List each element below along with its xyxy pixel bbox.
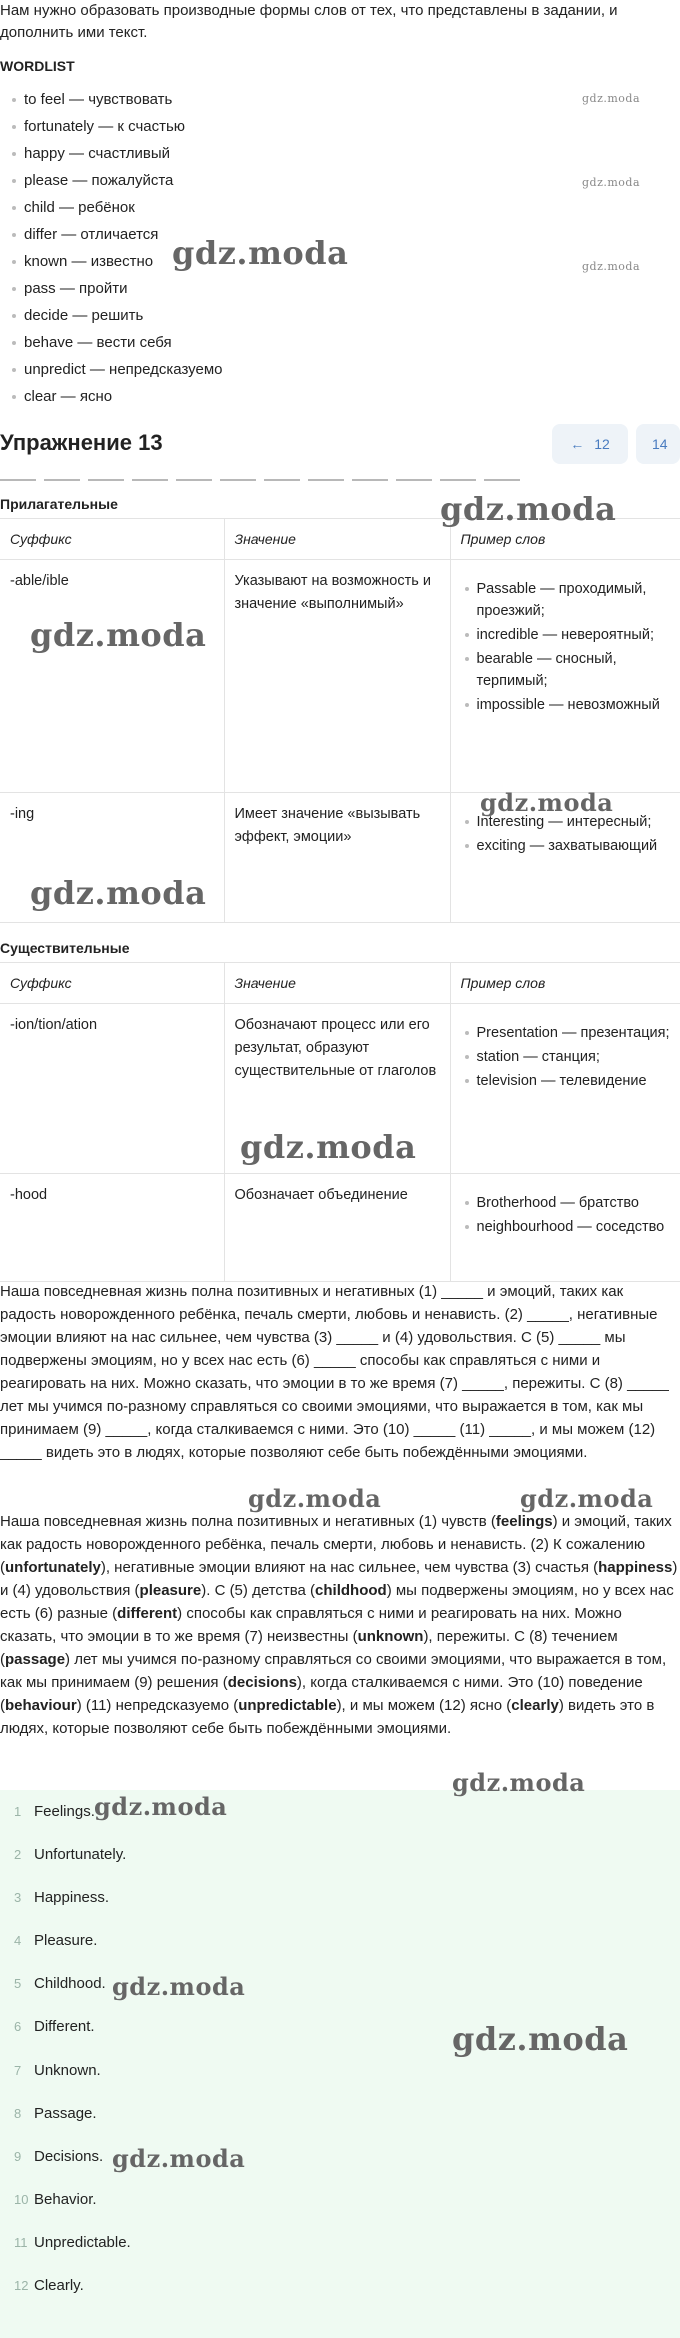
answer-item: 12 Clearly.: [14, 2277, 84, 2295]
bullet-icon: [12, 314, 16, 318]
wordlist-title: WORDLIST: [0, 58, 75, 74]
answer-item: 4 Pleasure.: [14, 1932, 98, 1950]
filled-text: Наша повседневная жизнь полна позитивных и негативных (1) чувств (feelings) и эмоций, таких как радость новорожденного ребёнка, печаль смерти, любовь и ненависть. (2) К сожалению (unfortunately), негативные эмоции влияют на нас сильнее, чем чувства (3) счастья (happiness) и (4) удовольствия (pleasure). С (5) детства (childhood) мы подвержены эмоциям, но у всех нас есть (6) разные (different) способы как справляться с ними и реагировать на них. Можно сказать, что эмоции в то же время (7) неизвестны (unknown), пережиты. С (8) течением (passage) лет мы учимся по-разному справляться со своими эмоциями, что выражается в том, как мы принимаем (9) решения (decisions), когда сталкиваемся с ними. Это (10) поведение (behaviour) (11) непредсказуемо (unpredictable), и мы можем (12) ясно (clearly) видеть это в людях, которые позволяют себе быть побеждёнными эмоциями.: [0, 1513, 678, 1737]
watermark: gdz.moda: [440, 490, 617, 528]
watermark: gdz.moda: [452, 2020, 629, 2058]
col-header-suffix: Суффикс: [0, 963, 224, 1004]
wordlist-item: clear — ясно: [0, 383, 560, 410]
bullet-icon: [12, 206, 16, 210]
answer-item: 8 Passage.: [14, 2104, 97, 2122]
example-item: Presentation — презентация;: [461, 1022, 671, 1044]
watermark: gdz.moda: [452, 1768, 586, 1797]
bullet-icon: [465, 633, 469, 637]
example-item: incredible — невероятный;: [461, 624, 671, 646]
col-header-meaning: Значение: [224, 963, 450, 1004]
wordlist-item: please — пожалуйста: [0, 167, 560, 194]
suffix-cell: -ing: [0, 793, 224, 923]
bullet-icon: [465, 820, 469, 824]
bullet-icon: [12, 287, 16, 291]
example-item: exciting — захватывающий: [461, 835, 671, 857]
wordlist-item: unpredict — непредсказуемо: [0, 356, 560, 383]
arrow-left-icon: ←: [570, 436, 585, 452]
watermark: gdz.moda: [480, 788, 614, 817]
example-item: neighbourhood — соседство: [461, 1216, 671, 1238]
example-item: impossible — невозможный: [461, 694, 671, 716]
wordlist-item: fortunately — к счастью: [0, 113, 560, 140]
example-item: Interesting — интересный;: [461, 811, 671, 833]
answer-word: happiness: [598, 1559, 673, 1576]
wordlist-item: to feel — чувствовать: [0, 86, 560, 113]
task-text: Наша повседневная жизнь полна позитивных и негативных (1) _____ и эмоций, таких как радость новорожденного ребёнка, печаль смерти, любовь и ненависть. (2) _____, негативные эмоции влияют на нас сильнее, чем чувства (3) _____ и (4) удовольствия. С (5) _____ мы подвержены эмоциям, но у всех нас есть (6) _____ способы как справляться с ними и реагировать на них. Можно сказать, что эмоции в то же время (7) _____, пережиты. С (8) _____ лет мы учимся по-разному справляться со своими эмоциями, что выражается в том, как мы принимаем (9) _____, когда сталкиваемся с ними. Это (10) _____ (11) _____, и мы можем (12) _____ видеть это в людях, которые позволяют себе быть побеждёнными эмоциями.: [0, 1283, 669, 1461]
answer-item: 11 Unpredictable.: [14, 2233, 131, 2251]
wordlist-item: differ — отличается: [0, 221, 560, 248]
watermark: gdz.moda: [582, 176, 641, 189]
bullet-icon: [12, 179, 16, 183]
examples-cell: [450, 560, 680, 793]
examples-cell: [450, 1004, 680, 1174]
bullet-icon: [465, 703, 469, 707]
watermark: gdz.moda: [112, 1972, 246, 2001]
suffix-cell: -ion/tion/ation: [0, 1004, 224, 1174]
intro-text: Нам нужно образовать производные формы слов от тех, что представлены в задании, и дополнить ими текст.: [0, 2, 618, 41]
answer-item: 3 Happiness.: [14, 1889, 110, 1907]
wordlist-item: behave — вести себя: [0, 329, 560, 356]
answer-word: behaviour: [5, 1697, 77, 1714]
answer-item: 10 Behavior.: [14, 2190, 97, 2208]
col-header-meaning: Значение: [224, 519, 450, 560]
bullet-icon: [465, 1201, 469, 1205]
wordlist-item: pass — пройти: [0, 275, 560, 302]
example-item: Brotherhood — братство: [461, 1192, 671, 1214]
wordlist-item: child — ребёнок: [0, 194, 560, 221]
answer-word: decisions: [227, 1674, 297, 1691]
nouns-table: [0, 962, 680, 1282]
answers-block: [0, 1790, 680, 2338]
answer-word: unfortunately: [5, 1559, 101, 1576]
answer-item: 9 Decisions.: [14, 2147, 104, 2165]
watermark: gdz.moda: [248, 1484, 382, 1513]
examples-cell: [450, 1174, 680, 1282]
bullet-icon: [12, 368, 16, 372]
meaning-cell: Имеет значение «вызывать эффект, эмоции»: [224, 793, 450, 923]
watermark: gdz.moda: [582, 92, 641, 105]
bullet-icon: [12, 125, 16, 129]
bullet-icon: [12, 233, 16, 237]
next-exercise-button[interactable]: 14: [636, 424, 680, 464]
bullet-icon: [12, 152, 16, 156]
bullet-icon: [465, 1079, 469, 1083]
bullet-icon: [12, 341, 16, 345]
watermark: gdz.moda: [172, 234, 349, 272]
bullet-icon: [465, 844, 469, 848]
watermark: gdz.moda: [30, 616, 207, 654]
meaning-cell: Обозначает объединение: [224, 1174, 450, 1282]
watermark: gdz.moda: [240, 1128, 417, 1166]
answer-item: 2 Unfortunately.: [14, 1846, 127, 1864]
bullet-icon: [465, 587, 469, 591]
answer-word: clearly: [511, 1697, 559, 1714]
example-item: bearable — сносный, терпимый;: [461, 648, 671, 692]
watermark: gdz.moda: [94, 1792, 228, 1821]
bullet-icon: [465, 1055, 469, 1059]
col-header-examples: Пример слов: [450, 519, 680, 560]
example-item: station — станция;: [461, 1046, 671, 1068]
answer-word: unpredictable: [238, 1697, 337, 1714]
bullet-icon: [12, 395, 16, 399]
col-header-suffix: Суффикс: [0, 519, 224, 560]
nouns-title: Существительные: [0, 940, 130, 956]
exercise-title: Упражнение 13: [0, 430, 163, 455]
answer-word: feelings: [495, 1513, 553, 1530]
bullet-icon: [465, 1225, 469, 1229]
meaning-cell: Обозначают процесс или его результат, образуют существительные от глаголов: [224, 1004, 450, 1174]
answer-word: childhood: [315, 1582, 387, 1599]
answer-item: 7 Unknown.: [14, 2061, 101, 2079]
watermark: gdz.moda: [112, 2144, 246, 2173]
watermark: gdz.moda: [582, 260, 641, 273]
adjectives-title: Прилагательные: [0, 496, 118, 512]
suffix-cell: -hood: [0, 1174, 224, 1282]
wordlist-item: happy — счастливый: [0, 140, 560, 167]
answer-item: 1 Feelings.: [14, 1803, 95, 1820]
table-header-row: [0, 963, 680, 1004]
table-row: [0, 1174, 680, 1282]
answer-word: unknown: [357, 1628, 424, 1645]
example-item: Passable — проходимый, проезжий;: [461, 578, 671, 622]
example-item: television — телевидение: [461, 1070, 671, 1092]
answer-item: 5 Childhood.: [14, 1975, 106, 1993]
answer-word: passage: [5, 1651, 66, 1668]
bullet-icon: [465, 657, 469, 661]
watermark: gdz.moda: [520, 1484, 654, 1513]
suffix-cell: -able/ible: [0, 560, 224, 793]
answer-word: pleasure: [139, 1582, 202, 1599]
meaning-cell: Указывают на возможность и значение «выполнимый»: [224, 560, 450, 793]
bullet-icon: [12, 98, 16, 102]
wordlist-item: decide — решить: [0, 302, 560, 329]
table-row: [0, 560, 680, 793]
bullet-icon: [12, 260, 16, 264]
answer-item: 6 Different.: [14, 2018, 95, 2036]
col-header-examples: Пример слов: [450, 963, 680, 1004]
cut-off-text-line: [0, 476, 680, 484]
watermark: gdz.moda: [30, 874, 207, 912]
bullet-icon: [465, 1031, 469, 1035]
adjectives-table: [0, 518, 680, 923]
wordlist-item: known — известно: [0, 248, 560, 275]
prev-exercise-button[interactable]: ← 12: [552, 424, 628, 464]
answer-word: different: [117, 1605, 178, 1622]
